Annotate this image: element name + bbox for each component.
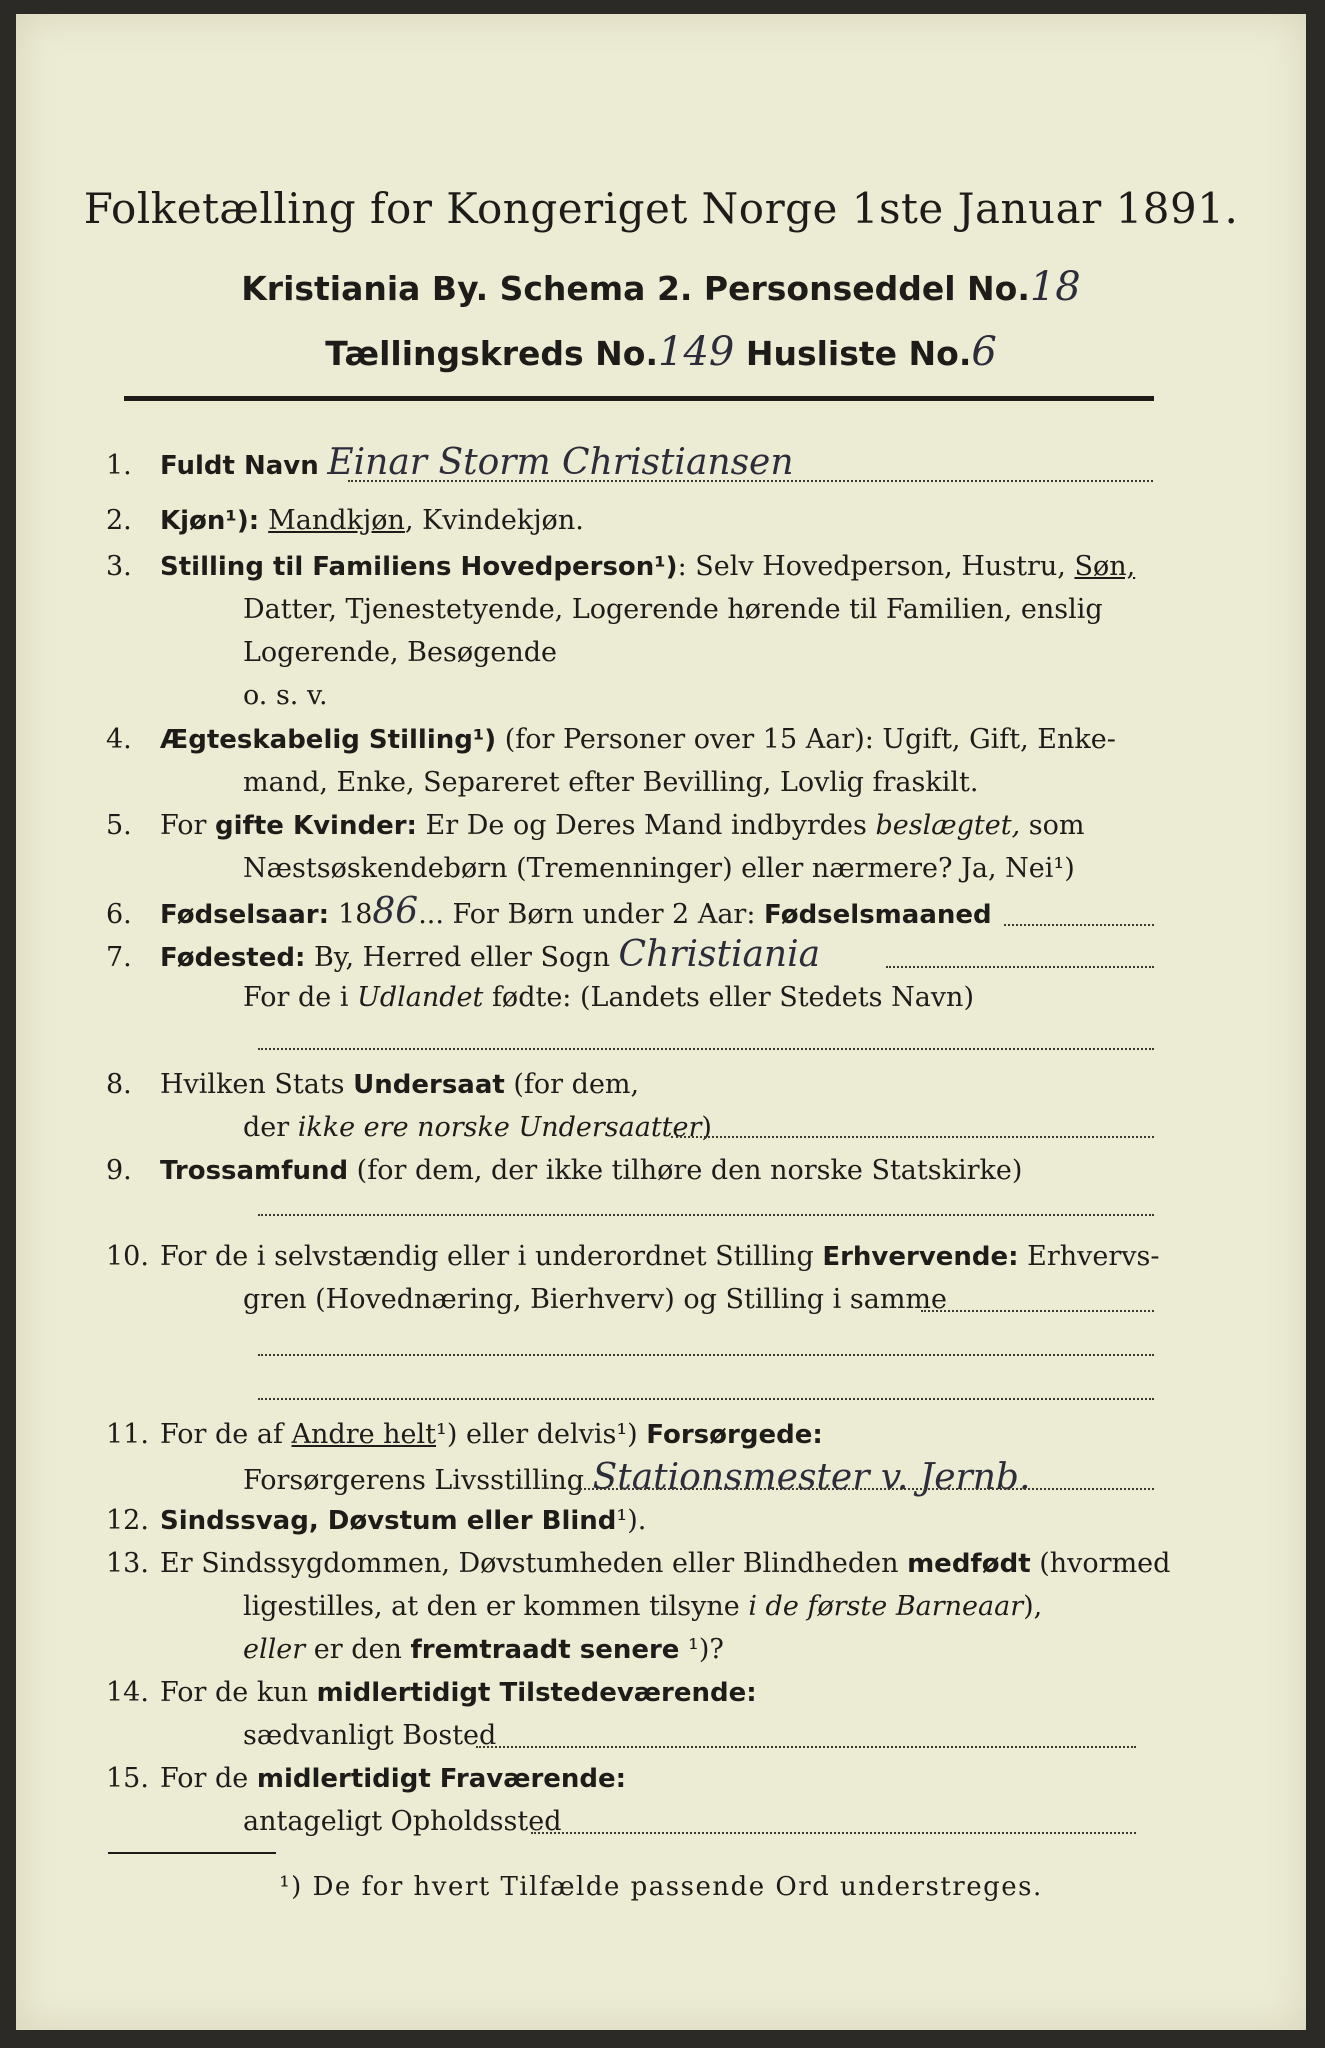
birthplace-dotted-line (886, 966, 1154, 968)
personseddel-number: 18 (1029, 264, 1081, 310)
occupation-dotted-line-1 (921, 1310, 1154, 1312)
field-2-gender: 2. Kjøn¹): Mandkjøn, Kvindekjøn. (106, 505, 584, 536)
field-1-name: 1. Fuldt Navn Einar Storm Christiansen (106, 442, 794, 483)
position-selected: Søn, (1074, 551, 1136, 582)
field-8-nationality: 8. Hvilken Stats Undersaat (for dem, (106, 1069, 640, 1100)
field-7-birthplace: 7. Fødested: By, Herred eller Sogn Christiania (106, 934, 821, 975)
field-5-line2: Næstsøskendebørn (Tremenninger) eller nærmere? Ja, Nei¹) (243, 853, 1075, 884)
header-rule (124, 396, 1154, 401)
taellingskreds-number: 149 (658, 329, 735, 375)
field-14-temporary-present: 14. For de kun midlertidigt Tilstedeværende: (106, 1677, 757, 1708)
residence-dotted-line (476, 1746, 1136, 1748)
field-15-temporary-absent: 15. For de midlertidigt Fraværende: (106, 1763, 627, 1794)
field-14-line2: sædvanligt Bosted (243, 1720, 497, 1751)
nationality-dotted-line (671, 1136, 1154, 1138)
husliste-number: 6 (971, 329, 997, 375)
field-13-congenital: 13. Er Sindssygdommen, Døvstumheden eller Blindheden medfødt (hvormed (106, 1548, 1171, 1579)
field-12-disability: 12. Sindssvag, Døvstum eller Blind¹). (106, 1505, 647, 1536)
stay-dotted-line (531, 1832, 1136, 1834)
supporter-dotted-line (571, 1488, 1154, 1490)
gender-selected: Mandkjøn (268, 505, 405, 536)
occupation-dotted-line-3 (258, 1398, 1154, 1400)
foreign-birthplace-dotted-line (258, 1048, 1154, 1050)
field-3-line2: Datter, Tjenestetyende, Logerende hørende til Familien, enslig (243, 594, 1103, 625)
field-4-marital: 4. Ægteskabelig Stilling¹) (for Personer over 15 Aar): Ugift, Gift, Enke- (106, 724, 1116, 755)
footnote: ¹) De for hvert Tilfælde passende Ord understreges. (279, 1872, 1043, 1902)
field-3-position: 3. Stilling til Familiens Hovedperson¹): Selv Hovedperson, Hustru, Søn, (106, 551, 1136, 582)
field-13-line2: ligestilles, at den er kommen tilsyne i de første Barneaar), (243, 1591, 1043, 1622)
field-13-line3: eller er den fremtraadt senere ¹)? (243, 1634, 724, 1665)
field-5-married-women: 5. For gifte Kvinder: Er De og Deres Mand indbyrdes beslægtet, som (106, 810, 1085, 841)
supporter-occupation-value: Stationsmester v. Jernb. (592, 1457, 1031, 1498)
field-6-birthyear: 6. Fødselsaar: 1886... For Børn under 2 Aar: Fødselsmaaned (106, 891, 992, 932)
name-value: Einar Storm Christiansen (327, 442, 794, 483)
form-subtitle-2: Tællingskreds No.149 Husliste No.6 (325, 329, 997, 375)
occupation-dotted-line-2 (258, 1354, 1154, 1356)
footnote-rule (108, 1852, 276, 1854)
religion-dotted-line (258, 1214, 1154, 1216)
field-4-line2: mand, Enke, Separeret efter Bevilling, Lovlig fraskilt. (243, 767, 979, 798)
birthyear-value: 86 (372, 891, 419, 932)
birthmonth-dotted-line (1004, 924, 1154, 926)
form-title: Folketælling for Kongeriget Norge 1ste Januar 1891. (83, 184, 1239, 233)
field-8-line2: der ikke ere norske Undersaatter) (243, 1112, 712, 1143)
field-3-line4: o. s. v. (243, 680, 328, 711)
field-10-line2: gren (Hovednæring, Bierhverv) og Stilling i samme (243, 1284, 948, 1315)
field-7-line2: For de i Udlandet fødte: (Landets eller Stedets Navn) (243, 982, 974, 1013)
birthplace-value: Christiania (618, 934, 821, 975)
field-11-line2: Forsørgerens Livsstilling Stationsmester v. Jernb. (243, 1457, 1031, 1498)
census-form (16, 14, 1306, 2030)
field-10-occupation: 10. For de i selvstændig eller i underordnet Stilling Erhvervende: Erhvervs- (106, 1241, 1160, 1272)
field-3-line3: Logerende, Besøgende (243, 637, 557, 668)
field-9-religion: 9. Trossamfund (for dem, der ikke tilhøre den norske Statskirke) (106, 1155, 1023, 1186)
field-15-line2: antageligt Opholdssted (243, 1806, 562, 1837)
form-subtitle-1: Kristiania By. Schema 2. Personseddel No.18 (241, 264, 1081, 310)
field-11-supported: 11. For de af Andre helt¹) eller delvis¹) Forsørgede: (106, 1419, 823, 1450)
name-dotted-line (348, 480, 1153, 482)
